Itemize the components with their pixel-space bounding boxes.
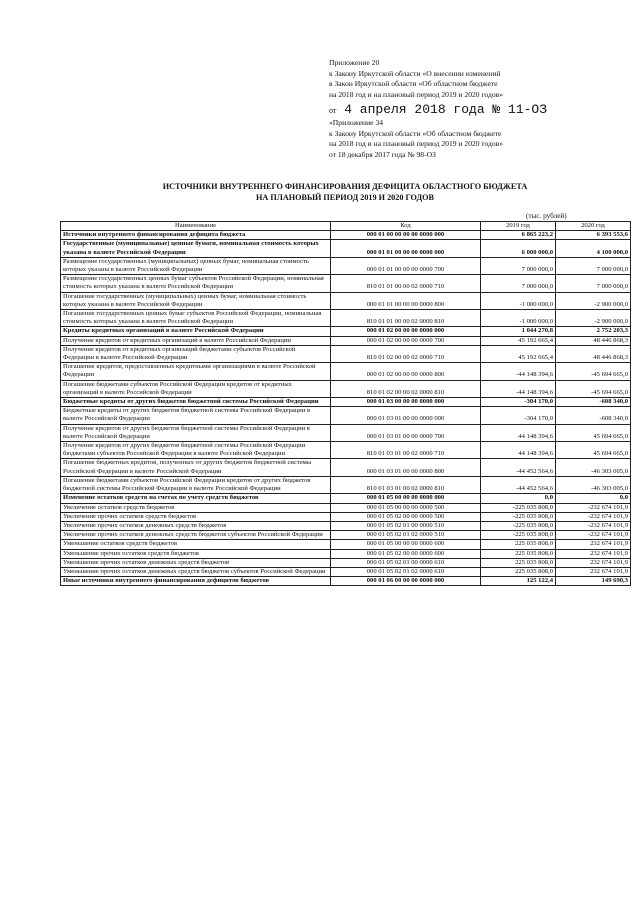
cell-2019: -1 000 000,0 (481, 310, 556, 327)
cell-2019: -225 035 808,0 (481, 521, 556, 530)
table-row (61, 577, 631, 586)
document-title (60, 181, 630, 203)
cell-code: 000 01 01 00 00 00 0000 700 (331, 257, 481, 274)
cell-2020: -232 674 101,9 (556, 531, 631, 540)
cell-2020: -232 674 101,9 (556, 521, 631, 530)
cell-2019: 6 865 223,2 (481, 231, 556, 240)
cell-2020: -608 340,0 (556, 407, 631, 424)
cell-2020: -45 694 665,0 (556, 363, 631, 380)
cell-2020: -232 674 101,9 (556, 503, 631, 512)
cell-code: 000 01 03 01 00 00 0000 700 (331, 424, 481, 441)
cell-2019: 225 035 808,0 (481, 558, 556, 567)
header-line: к Закону Иркутской области «О внесении изменений (329, 68, 501, 78)
cell-code: 810 01 01 00 00 02 0000 710 (331, 275, 481, 292)
table-row (61, 345, 631, 362)
units-note: (тыс. рублей) (526, 212, 567, 220)
cell-code: 000 01 02 00 00 00 0000 800 (331, 363, 481, 380)
cell-code: 000 01 03 01 00 00 0000 000 (331, 407, 481, 424)
cell-2020: 48 446 868,3 (556, 336, 631, 345)
cell-2020: 7 000 000,0 (556, 275, 631, 292)
column-header-code: Код (331, 222, 481, 231)
cell-name: Получение кредитов от других бюджетов бюджетной системы Российской Федерации в валюте Российской Федерации (61, 424, 331, 441)
cell-2019: 225 035 808,0 (481, 540, 556, 549)
cell-2019: 7 000 000,0 (481, 275, 556, 292)
table-row (61, 459, 631, 476)
document-header (329, 58, 629, 161)
header-line: на 2018 год и на плановый период 2019 и 2020 годов» (329, 139, 504, 149)
cell-code: 000 01 05 00 00 00 0000 500 (331, 503, 481, 512)
cell-name: Иные источники внутреннего финансирования дефицитов бюджетов (61, 577, 331, 586)
cell-name: Погашение бюджетных кредитов, полученных от других бюджетов бюджетной системы Российской Федерации в валюте Российской Федерации (61, 459, 331, 476)
cell-2020: 232 674 101,9 (556, 540, 631, 549)
table-row (61, 336, 631, 345)
cell-2020: -608 340,0 (556, 398, 631, 407)
cell-2019: 7 000 000,0 (481, 257, 556, 274)
cell-name: Государственные (муниципальные) ценные бумаги, номинальная стоимость которых указана в валюте Российской Федерации (61, 240, 331, 257)
stamp-prefix: от (329, 105, 337, 115)
cell-code: 810 01 01 00 00 02 0000 810 (331, 310, 481, 327)
table-row (61, 521, 631, 530)
cell-2019: 45 192 665,4 (481, 345, 556, 362)
cell-2019: -44 148 394,6 (481, 380, 556, 397)
cell-2019: -304 170,0 (481, 398, 556, 407)
cell-2020: 4 100 000,0 (556, 240, 631, 257)
cell-2019: -44 148 394,6 (481, 363, 556, 380)
cell-2020: -45 694 665,0 (556, 380, 631, 397)
cell-name: Увеличение прочих остатков денежных средств бюджетов субъектов Российской Федерации (61, 531, 331, 540)
table-row (61, 549, 631, 558)
table-row (61, 292, 631, 309)
cell-2020: -46 303 005,0 (556, 459, 631, 476)
cell-2019: -44 452 564,6 (481, 476, 556, 493)
cell-name: Источники внутреннего финансирования дефицита бюджета (61, 231, 331, 240)
cell-2020: 48 446 868,3 (556, 345, 631, 362)
table-row (61, 494, 631, 503)
table-row (61, 503, 631, 512)
cell-2019: 44 148 394,6 (481, 424, 556, 441)
cell-code: 000 01 03 01 00 00 0000 800 (331, 459, 481, 476)
cell-name: Уменьшение остатков средств бюджетов (61, 540, 331, 549)
cell-code: 000 01 05 02 01 02 0000 510 (331, 531, 481, 540)
table-row (61, 567, 631, 576)
cell-2019: 125 122,4 (481, 577, 556, 586)
cell-name: Увеличение прочих остатков средств бюджетов (61, 512, 331, 521)
cell-2019: -1 000 000,0 (481, 292, 556, 309)
table-row (61, 363, 631, 380)
title-line: ИСТОЧНИКИ ВНУТРЕННЕГО ФИНАНСИРОВАНИЯ ДЕФИЦИТА ОБЛАСТНОГО БЮДЖЕТА (162, 182, 528, 191)
cell-code: 000 01 05 02 01 00 0000 510 (331, 521, 481, 530)
cell-2020: 232 674 101,9 (556, 558, 631, 567)
stamp-text: 4 апреля 2018 года № 11-ОЗ (344, 101, 548, 117)
cell-2019: -44 452 564,6 (481, 459, 556, 476)
cell-code: 000 01 05 02 01 02 0000 610 (331, 567, 481, 576)
cell-2020: 0,0 (556, 494, 631, 503)
cell-2020: -2 900 000,0 (556, 292, 631, 309)
cell-code: 810 01 02 00 00 02 0000 810 (331, 380, 481, 397)
cell-2019: 44 148 394,6 (481, 442, 556, 459)
cell-code: 000 01 02 00 00 00 0000 000 (331, 327, 481, 336)
cell-2020: -2 900 000,0 (556, 310, 631, 327)
cell-name: Погашение кредитов, предоставленных кредитными организациями в валюте Российской Федерации (61, 363, 331, 380)
title-line: НА ПЛАНОВЫЙ ПЕРИОД 2019 И 2020 ГОДОВ (256, 193, 434, 202)
cell-name: Размещение государственных (муниципальных) ценных бумаг, номинальная стоимость которых указана в валюте Российской Федерации (61, 257, 331, 274)
cell-name: Получение кредитов от кредитных организаций в валюте Российской Федерации (61, 336, 331, 345)
cell-2019: 225 035 808,0 (481, 549, 556, 558)
table-body (61, 231, 631, 586)
cell-code: 000 01 05 00 00 00 0000 000 (331, 494, 481, 503)
cell-code: 000 01 03 00 00 00 0000 000 (331, 398, 481, 407)
cell-code: 810 01 03 01 00 02 0000 810 (331, 476, 481, 493)
cell-code: 000 01 05 00 00 00 0000 600 (331, 540, 481, 549)
table-row (61, 231, 631, 240)
table-row (61, 398, 631, 407)
cell-code: 000 01 01 00 00 00 0000 000 (331, 240, 481, 257)
cell-2020: 45 694 665,0 (556, 424, 631, 441)
header-line: в Закон Иркутской области «Об областном бюджете (329, 79, 498, 89)
table-row (61, 540, 631, 549)
column-header-name: Наименование (61, 222, 331, 231)
table-row (61, 476, 631, 493)
cell-2020: 7 000 000,0 (556, 257, 631, 274)
table-row (61, 531, 631, 540)
table-row (61, 327, 631, 336)
header-line: «Приложение 34 (329, 117, 384, 127)
header-line: Приложение 20 (329, 58, 380, 67)
table-row (61, 442, 631, 459)
cell-name: Погашение государственных ценных бумаг субъектов Российской Федерации, номинальная стоимость которых указана в валюте Российской Федерации (61, 310, 331, 327)
cell-name: Получение кредитов от других бюджетов бюджетной системы Российской Федерации бюджетами субъектов Российской Федерации в валюте Российской Федерации (61, 442, 331, 459)
table-row (61, 407, 631, 424)
cell-code: 000 01 05 02 00 00 0000 500 (331, 512, 481, 521)
cell-code: 810 01 03 01 00 02 0000 710 (331, 442, 481, 459)
cell-2019: 1 044 270,8 (481, 327, 556, 336)
table-row (61, 257, 631, 274)
cell-2020: 232 674 101,9 (556, 549, 631, 558)
cell-name: Уменьшение прочих остатков средств бюджетов (61, 549, 331, 558)
cell-name: Получение кредитов от кредитных организаций бюджетами субъектов Российской Федерации в валюте Российской Федерации (61, 345, 331, 362)
cell-code: 000 01 02 00 00 00 0000 700 (331, 336, 481, 345)
cell-name: Уменьшение прочих остатков денежных средств бюджетов субъектов Российской Федерации (61, 567, 331, 576)
cell-code: 000 01 06 00 00 00 0000 000 (331, 577, 481, 586)
table-row (61, 310, 631, 327)
table-row (61, 240, 631, 257)
cell-2019: 225 035 808,0 (481, 567, 556, 576)
cell-code: 810 01 02 00 00 02 0000 710 (331, 345, 481, 362)
cell-2020: 149 690,3 (556, 577, 631, 586)
cell-name: Погашение государственных (муниципальных) ценных бумаг, номинальная стоимость которых указана в валюте Российской Федерации (61, 292, 331, 309)
cell-2019: -225 035 808,0 (481, 512, 556, 521)
cell-2019: 0,0 (481, 494, 556, 503)
cell-name: Погашение бюджетами субъектов Российской Федерации кредитов от кредитных организаций в валюте Российской Федерации (61, 380, 331, 397)
cell-2020: -46 303 005,0 (556, 476, 631, 493)
cell-code: 000 01 01 00 00 00 0000 800 (331, 292, 481, 309)
cell-2020: 232 674 101,9 (556, 567, 631, 576)
cell-name: Кредиты кредитных организаций в валюте Российской Федерации (61, 327, 331, 336)
cell-name: Уменьшение прочих остатков денежных средств бюджетов (61, 558, 331, 567)
cell-2019: 6 000 000,0 (481, 240, 556, 257)
date-stamp (329, 102, 629, 118)
cell-code: 000 01 05 02 01 00 0000 610 (331, 558, 481, 567)
header-line: от 18 декабря 2017 года № 98-ОЗ (329, 149, 436, 159)
cell-2020: -232 674 101,9 (556, 512, 631, 521)
cell-name: Бюджетные кредиты от других бюджетов бюджетной системы Российской Федерации (61, 398, 331, 407)
cell-name: Бюджетные кредиты от других бюджетов бюджетной системы Российской Федерации в валюте Российской Федерации (61, 407, 331, 424)
cell-2019: -225 035 808,0 (481, 531, 556, 540)
column-header-2020: 2020 год (556, 222, 631, 231)
table-row (61, 275, 631, 292)
header-line: к Закону Иркутской области «Об областном бюджете (329, 128, 502, 138)
cell-code: 000 01 00 00 00 00 0000 000 (331, 231, 481, 240)
cell-2020: 45 694 665,0 (556, 442, 631, 459)
cell-name: Размещение государственных ценных бумаг субъектов Российской Федерации, номинальная стоимость которых указана в валюте Российской Федерации (61, 275, 331, 292)
table-row (61, 424, 631, 441)
cell-name: Погашение бюджетами субъектов Российской Федерации кредитов от других бюджетов бюджетной системы Российской Федерации в валюте Российской Федерации (61, 476, 331, 493)
cell-name: Увеличение остатков средств бюджетов (61, 503, 331, 512)
budget-table (60, 221, 631, 586)
cell-name: Увеличение прочих остатков денежных средств бюджетов (61, 521, 331, 530)
header-line: на 2018 год и на плановый период 2019 и 2020 годов» (329, 90, 504, 100)
cell-2020: 6 393 553,6 (556, 231, 631, 240)
table-header-row (61, 222, 631, 231)
table-row (61, 380, 631, 397)
cell-2019: -225 035 808,0 (481, 503, 556, 512)
cell-2019: 45 192 665,4 (481, 336, 556, 345)
table-row (61, 558, 631, 567)
table-row (61, 512, 631, 521)
cell-2019: -304 170,0 (481, 407, 556, 424)
cell-name: Изменение остатков средств на счетах по учету средств бюджетов (61, 494, 331, 503)
column-header-2019: 2019 год (481, 222, 556, 231)
cell-2020: 2 752 203,3 (556, 327, 631, 336)
cell-code: 000 01 05 02 00 00 0000 600 (331, 549, 481, 558)
